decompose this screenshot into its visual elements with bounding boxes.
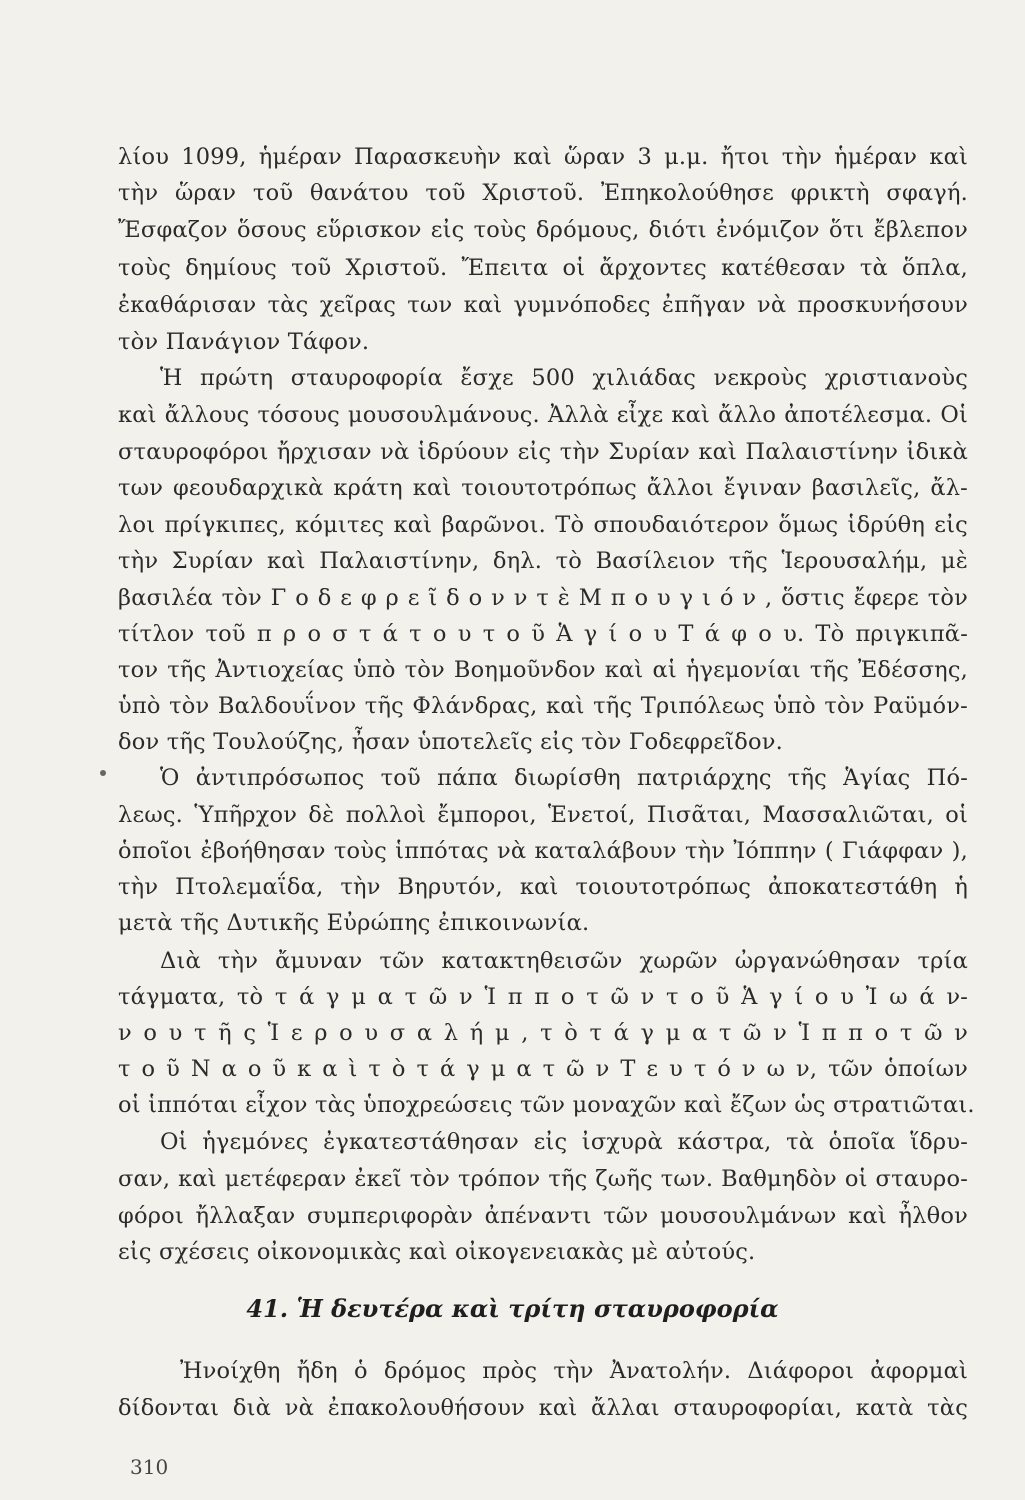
text-line: λίου 1099, ἡμέραν Παρασκευὴν καὶ ὥραν 3 μ.μ. ἤτοι τὴν ἡμέραν καὶ [118, 144, 968, 170]
text-line: λοι πρίγκιπες, κόμιτες καὶ βαρῶνοι. Τὸ σπουδαιότερον ὅμως ἱδρύθη εἰς [118, 512, 968, 538]
text-line: τὴν Συρίαν καὶ Παλαιστίνην, δηλ. τὸ Βασίλειον τῆς Ἱερουσαλήμ, μὲ [118, 548, 968, 574]
page-number: 310 [130, 1455, 169, 1479]
paragraph-first-line: Ἡ πρώτη σταυροφορία ἔσχε 500 χιλιάδας νεκροὺς χριστιανοὺς [160, 365, 968, 391]
text-line: τ ο ῦ Ν α ο ῦ κ α ὶ τ ὸ τ ά γ μ α τ ῶ ν Τ ε υ τ ό ν ω ν, τῶν ὁποίων [118, 1056, 968, 1082]
text-line: δον τῆς Τουλούζης, ἦσαν ὑποτελεῖς εἰς τὸν Γοδεφρεῖδον. [118, 729, 783, 755]
text-line: ὁποῖοι ἐβοήθησαν τοὺς ἱππότας νὰ καταλάβουν τὴν Ἰόππην ( Γιάφφαν ), [118, 838, 968, 864]
text-line: λεως. Ὑπῆρχον δὲ πολλοὶ ἔμποροι, Ἑνετοί, Πισᾶται, Μασσαλιῶται, οἱ [118, 802, 968, 828]
paragraph-first-line: Ὁ ἀντιπρόσωπος τοῦ πάπα διωρίσθη πατριάρχης τῆς Ἁγίας Πό- [160, 765, 968, 791]
text-line: βασιλέα τὸν Γ ο δ ε φ ρ ε ῖ δ ο ν ν τ ὲ Μ π ο υ γ ι ό ν , ὅστις ἔφερε τὸν [118, 585, 968, 611]
text-line: μετὰ τῆς Δυτικῆς Εὐρώπης ἐπικοινωνία. [118, 910, 590, 936]
text-line: δίδονται διὰ νὰ ἐπακολουθήσουν καὶ ἄλλαι σταυροφορίαι, κατὰ τὰς [118, 1395, 968, 1421]
text-line: σαν, καὶ μετέφεραν ἐκεῖ τὸν τρόπον τῆς ζωῆς των. Βαθμηδὸν οἱ σταυρο- [118, 1166, 968, 1192]
text-line: τον τῆς Ἀντιοχείας ὑπὸ τὸν Βοημοῦνδον καὶ αἱ ἡγεμονίαι τῆς Ἐδέσσης, [118, 657, 968, 683]
text-line: καὶ ἄλλους τόσους μουσουλμάνους. Ἀλλὰ εἶχε καὶ ἄλλο ἀποτέλεσμα. Οἱ [118, 402, 968, 428]
text-line: τὴν ὥραν τοῦ θανάτου τοῦ Χριστοῦ. Ἐπηκολούθησε φρικτὴ σφαγή. [118, 180, 968, 206]
text-line: ν ο υ τ ῆ ς Ἱ ε ρ ο υ σ α λ ή μ , τ ὸ τ ά γ μ α τ ῶ ν Ἱ π π ο τ ῶ ν [118, 1020, 968, 1046]
text-line: εἰς σχέσεις οἰκονομικὰς καὶ οἰκογενειακὰς μὲ αὐτούς. [118, 1239, 756, 1265]
section-heading: 41. Ἡ δευτέρα καὶ τρίτη σταυροφορία [246, 1294, 779, 1323]
text-line: ἐκαθάρισαν τὰς χεῖρας των καὶ γυμνόποδες ἐπῆγαν νὰ προσκυνήσουν [118, 292, 968, 318]
text-line: σταυροφόροι ἤρχισαν νὰ ἱδρύουν εἰς τὴν Συρίαν καὶ Παλαιστίνην ἰδικὰ [118, 439, 968, 465]
paragraph-first-line: Οἱ ἡγεμόνες ἐγκατεστάθησαν εἰς ἰσχυρὰ κάστρα, τὰ ὁποῖα ἵδρυ- [160, 1129, 968, 1155]
text-line: φόροι ἤλλαξαν συμπεριφορὰν ἀπέναντι τῶν μουσουλμάνων καὶ ἦλθον [118, 1203, 968, 1229]
text-line: Ἔσφαζον ὅσους εὕρισκον εἰς τοὺς δρόμους, διότι ἐνόμιζον ὅτι ἔβλεπον [118, 217, 968, 243]
paragraph-first-line: Ἠνοίχθη ἤδη ὁ δρόμος πρὸς τὴν Ἀνατολήν. Διάφοροι ἀφορμαὶ [180, 1358, 968, 1384]
text-line: τὸν Πανάγιον Τάφον. [118, 329, 370, 355]
text-line: οἱ ἱππόται εἶχον τὰς ὑποχρεώσεις τῶν μοναχῶν καὶ ἔζων ὡς στρατιῶται. [118, 1092, 975, 1118]
text-line: τίτλον τοῦ π ρ ο σ τ ά τ ο υ τ ο ῦ Ἁ γ ί ο υ Τ ά φ ο υ. Τὸ πριγκιπᾶ- [118, 621, 968, 647]
paragraph-first-line: Διὰ τὴν ἄμυναν τῶν κατακτηθεισῶν χωρῶν ὠργανώθησαν τρία [160, 948, 968, 974]
text-line: τὴν Πτολεμαΐδα, τὴν Βηρυτόν, καὶ τοιουτοτρόπως ἀποκατεστάθη ἡ [118, 874, 968, 900]
text-line: τοὺς δημίους τοῦ Χριστοῦ. Ἔπειτα οἱ ἄρχοντες κατέθεσαν τὰ ὅπλα, [118, 255, 968, 281]
text-line: ὑπὸ τὸν Βαλδουΐνον τῆς Φλάνδρας, καὶ τῆς Τριπόλεως ὑπὸ τὸν Ραϋμόν- [118, 693, 968, 719]
text-line: των φεουδαρχικὰ κράτη καὶ τοιουτοτρόπως ἄλλοι ἔγιναν βασιλεῖς, ἄλ- [118, 475, 968, 501]
text-line: τάγματα, τὸ τ ά γ μ α τ ῶ ν Ἱ π π ο τ ῶ ν τ ο ῦ Ἁ γ ί ο υ Ἰ ω ά ν- [118, 984, 968, 1010]
ink-dot [100, 770, 106, 776]
